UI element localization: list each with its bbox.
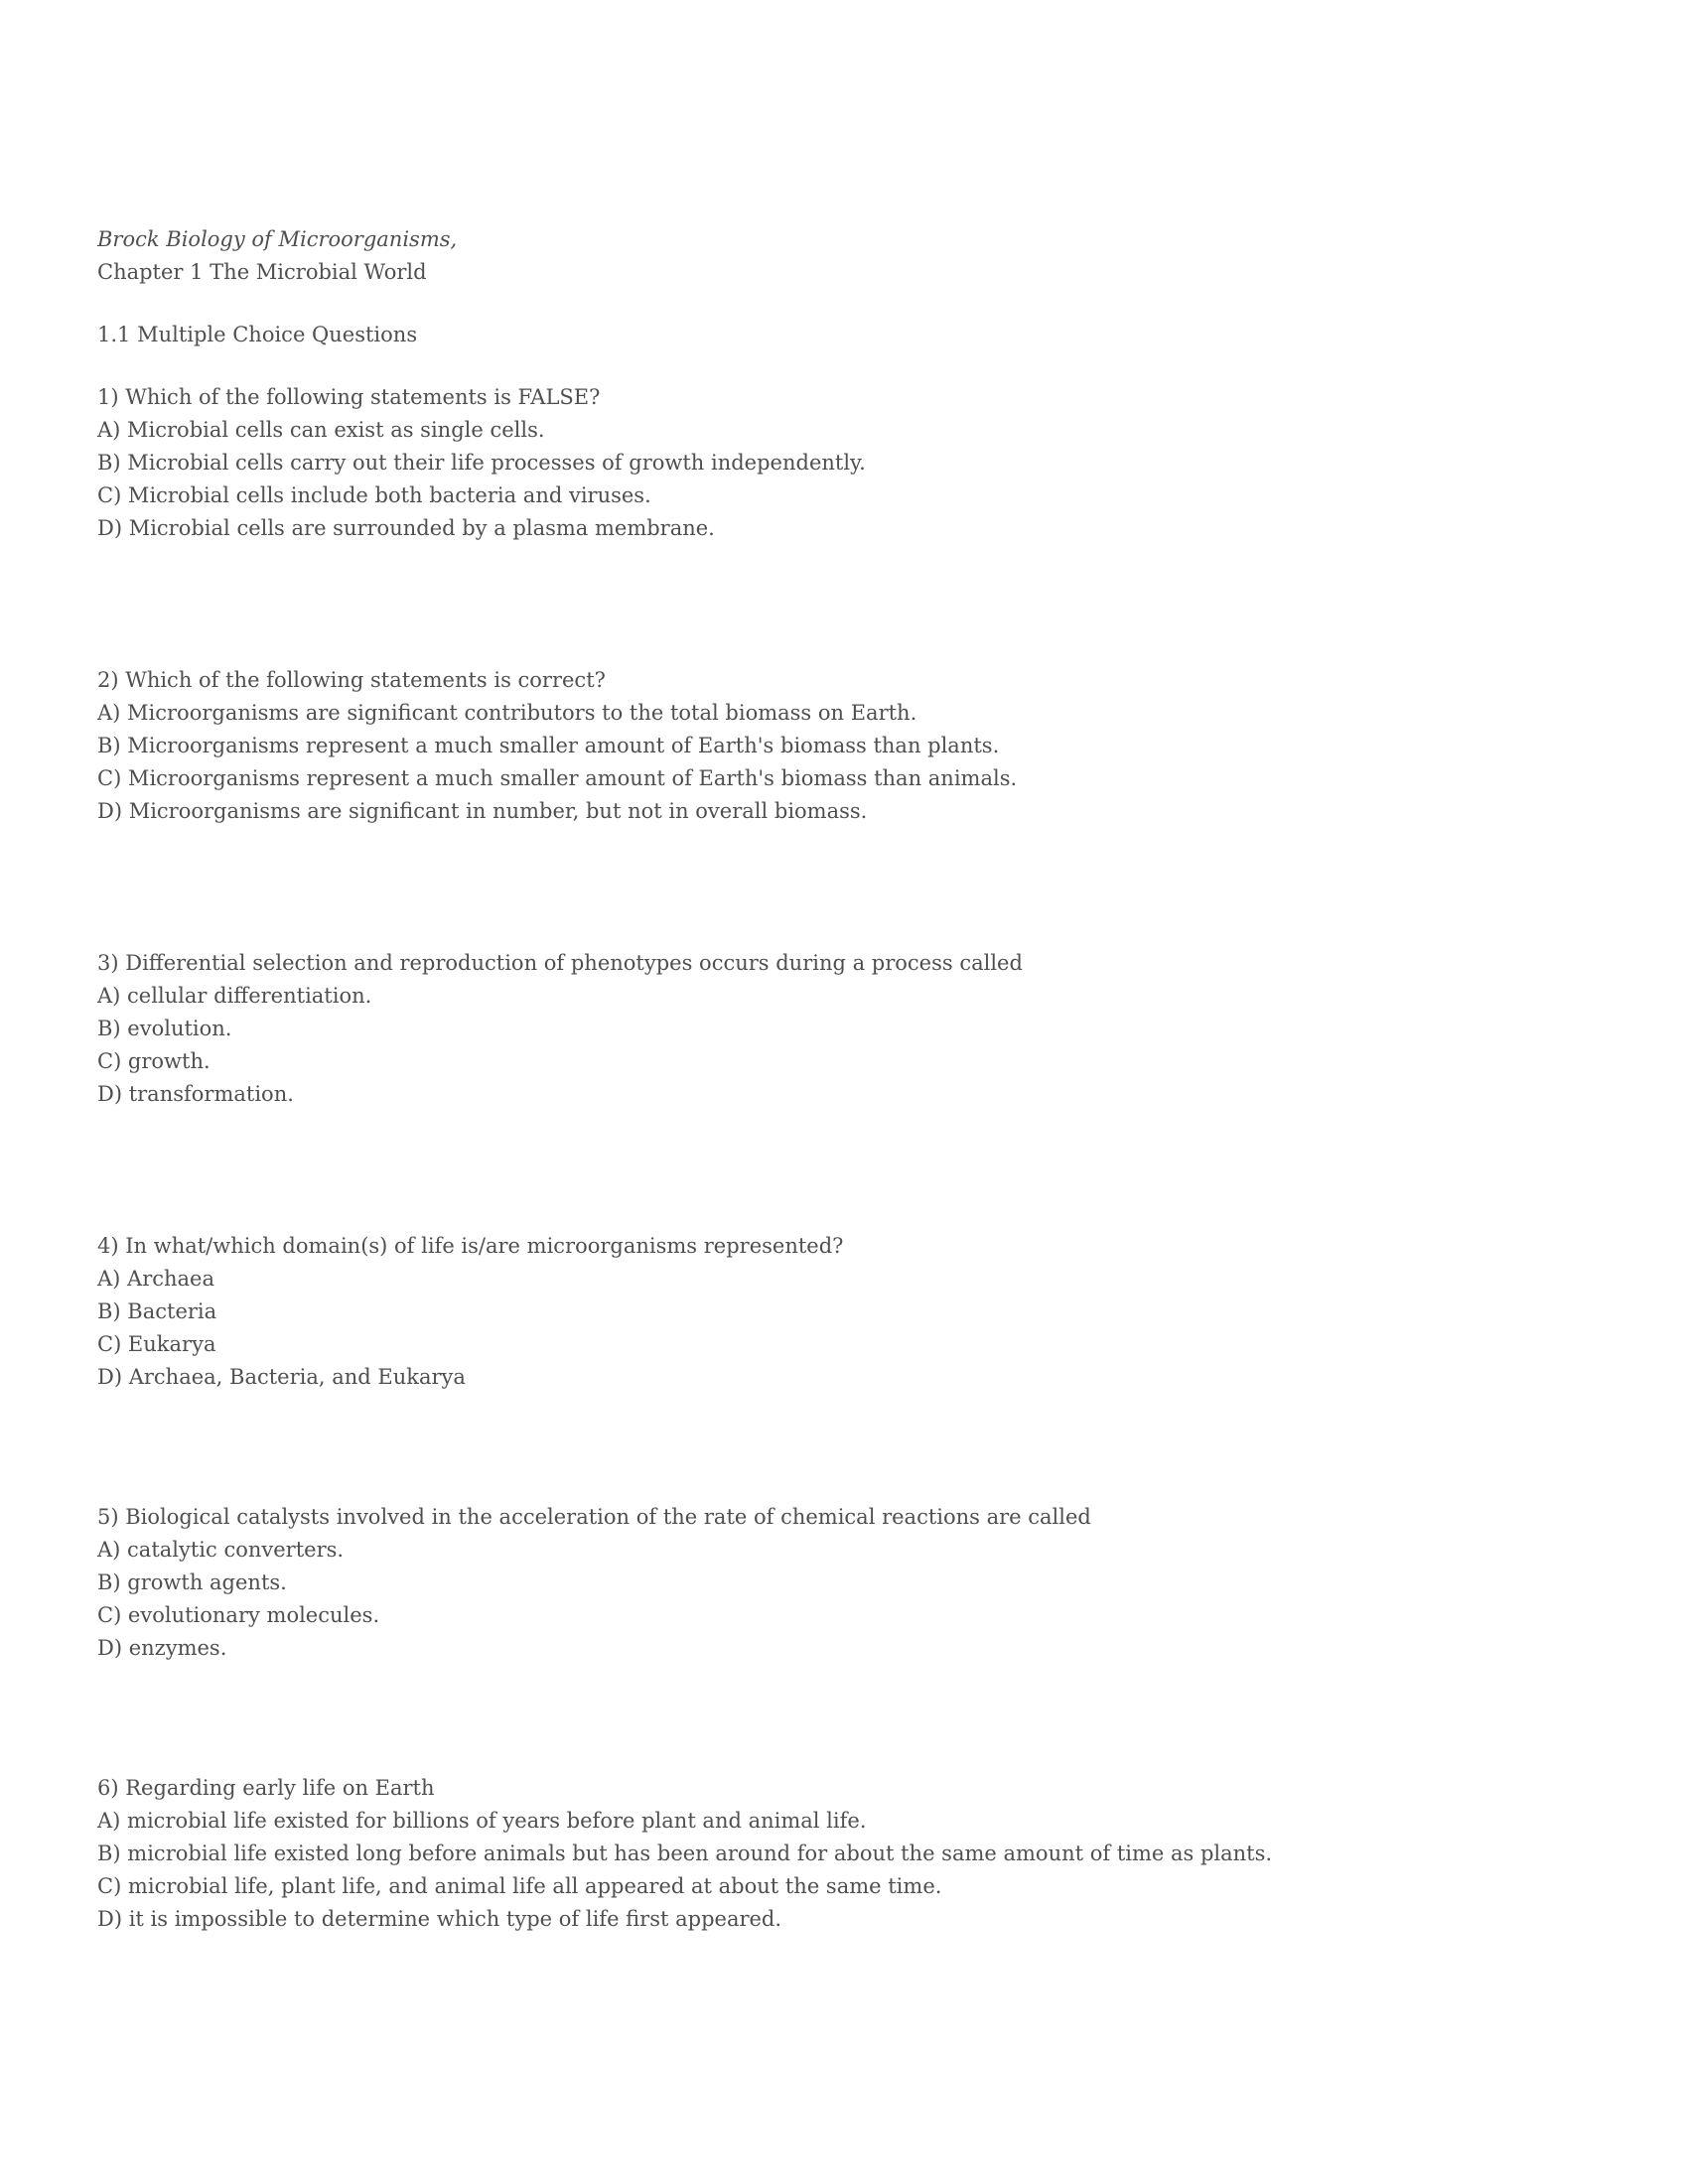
choice-a: A) Archaea [97, 1267, 214, 1291]
question-stem: 3) Differential selection and reproduction of phenotypes occurs during a process called [97, 951, 1023, 975]
question-stem: 2) Which of the following statements is correct? [97, 668, 606, 692]
choice-b: B) evolution. [97, 1017, 232, 1040]
choice-c: C) Microorganisms represent a much smaller amount of Earth's biomass than animals. [97, 766, 1018, 790]
choice-a: A) microbial life existed for billions of years before plant and animal life. [97, 1809, 867, 1833]
choice-b: B) microbial life existed long before animals but has been around for about the same amount of time as plants. [97, 1842, 1273, 1865]
choice-c: C) evolutionary molecules. [97, 1603, 380, 1627]
choice-b: B) Microorganisms represent a much smaller amount of Earth's biomass than plants. [97, 734, 1000, 757]
chapter-title: Chapter 1 The Microbial World [97, 260, 427, 284]
choice-d: D) enzymes. [97, 1636, 227, 1660]
book-title: Brock Biology of Microorganisms, [97, 227, 458, 251]
question-stem: 1) Which of the following statements is FALSE? [97, 385, 601, 409]
choice-a: A) Microbial cells can exist as single cells. [97, 418, 545, 442]
question-1 [97, 381, 1567, 545]
question-4 [97, 1230, 1567, 1394]
question-stem: 6) Regarding early life on Earth [97, 1776, 435, 1800]
choice-c: C) Microbial cells include both bacteria and viruses. [97, 483, 651, 507]
choice-a: A) cellular differentiation. [97, 984, 372, 1008]
choice-d: D) transformation. [97, 1082, 294, 1106]
question-stem: 5) Biological catalysts involved in the acceleration of the rate of chemical reactions are called [97, 1505, 1091, 1529]
question-5 [97, 1501, 1567, 1665]
question-stem: 4) In what/which domain(s) of life is/are microorganisms represented? [97, 1234, 844, 1258]
choice-d: D) it is impossible to determine which type of life first appeared. [97, 1907, 782, 1931]
answer-space-2 [97, 828, 1567, 947]
choice-d: D) Microorganisms are significant in number, but not in overall biomass. [97, 799, 868, 823]
question-6 [97, 1772, 1567, 1936]
choice-a: A) Microorganisms are significant contributors to the total biomass on Earth. [97, 701, 917, 725]
answer-space-4 [97, 1394, 1567, 1501]
answer-space-3 [97, 1111, 1567, 1230]
choice-d: D) Archaea, Bacteria, and Eukarya [97, 1365, 466, 1389]
choice-b: B) Microbial cells carry out their life processes of growth independently. [97, 451, 866, 475]
section-heading: 1.1 Multiple Choice Questions [97, 323, 418, 346]
choice-c: C) Eukarya [97, 1332, 216, 1356]
choice-a: A) catalytic converters. [97, 1538, 345, 1562]
answer-space-1 [97, 545, 1567, 664]
choice-c: C) growth. [97, 1049, 211, 1073]
choice-c: C) microbial life, plant life, and animal life all appeared at about the same time. [97, 1874, 942, 1898]
choice-d: D) Microbial cells are surrounded by a plasma membrane. [97, 516, 715, 540]
question-3 [97, 947, 1567, 1111]
answer-space-5 [97, 1665, 1567, 1772]
document-body [97, 223, 1567, 1936]
question-2 [97, 664, 1567, 828]
choice-b: B) Bacteria [97, 1299, 217, 1323]
choice-b: B) growth agents. [97, 1570, 287, 1594]
